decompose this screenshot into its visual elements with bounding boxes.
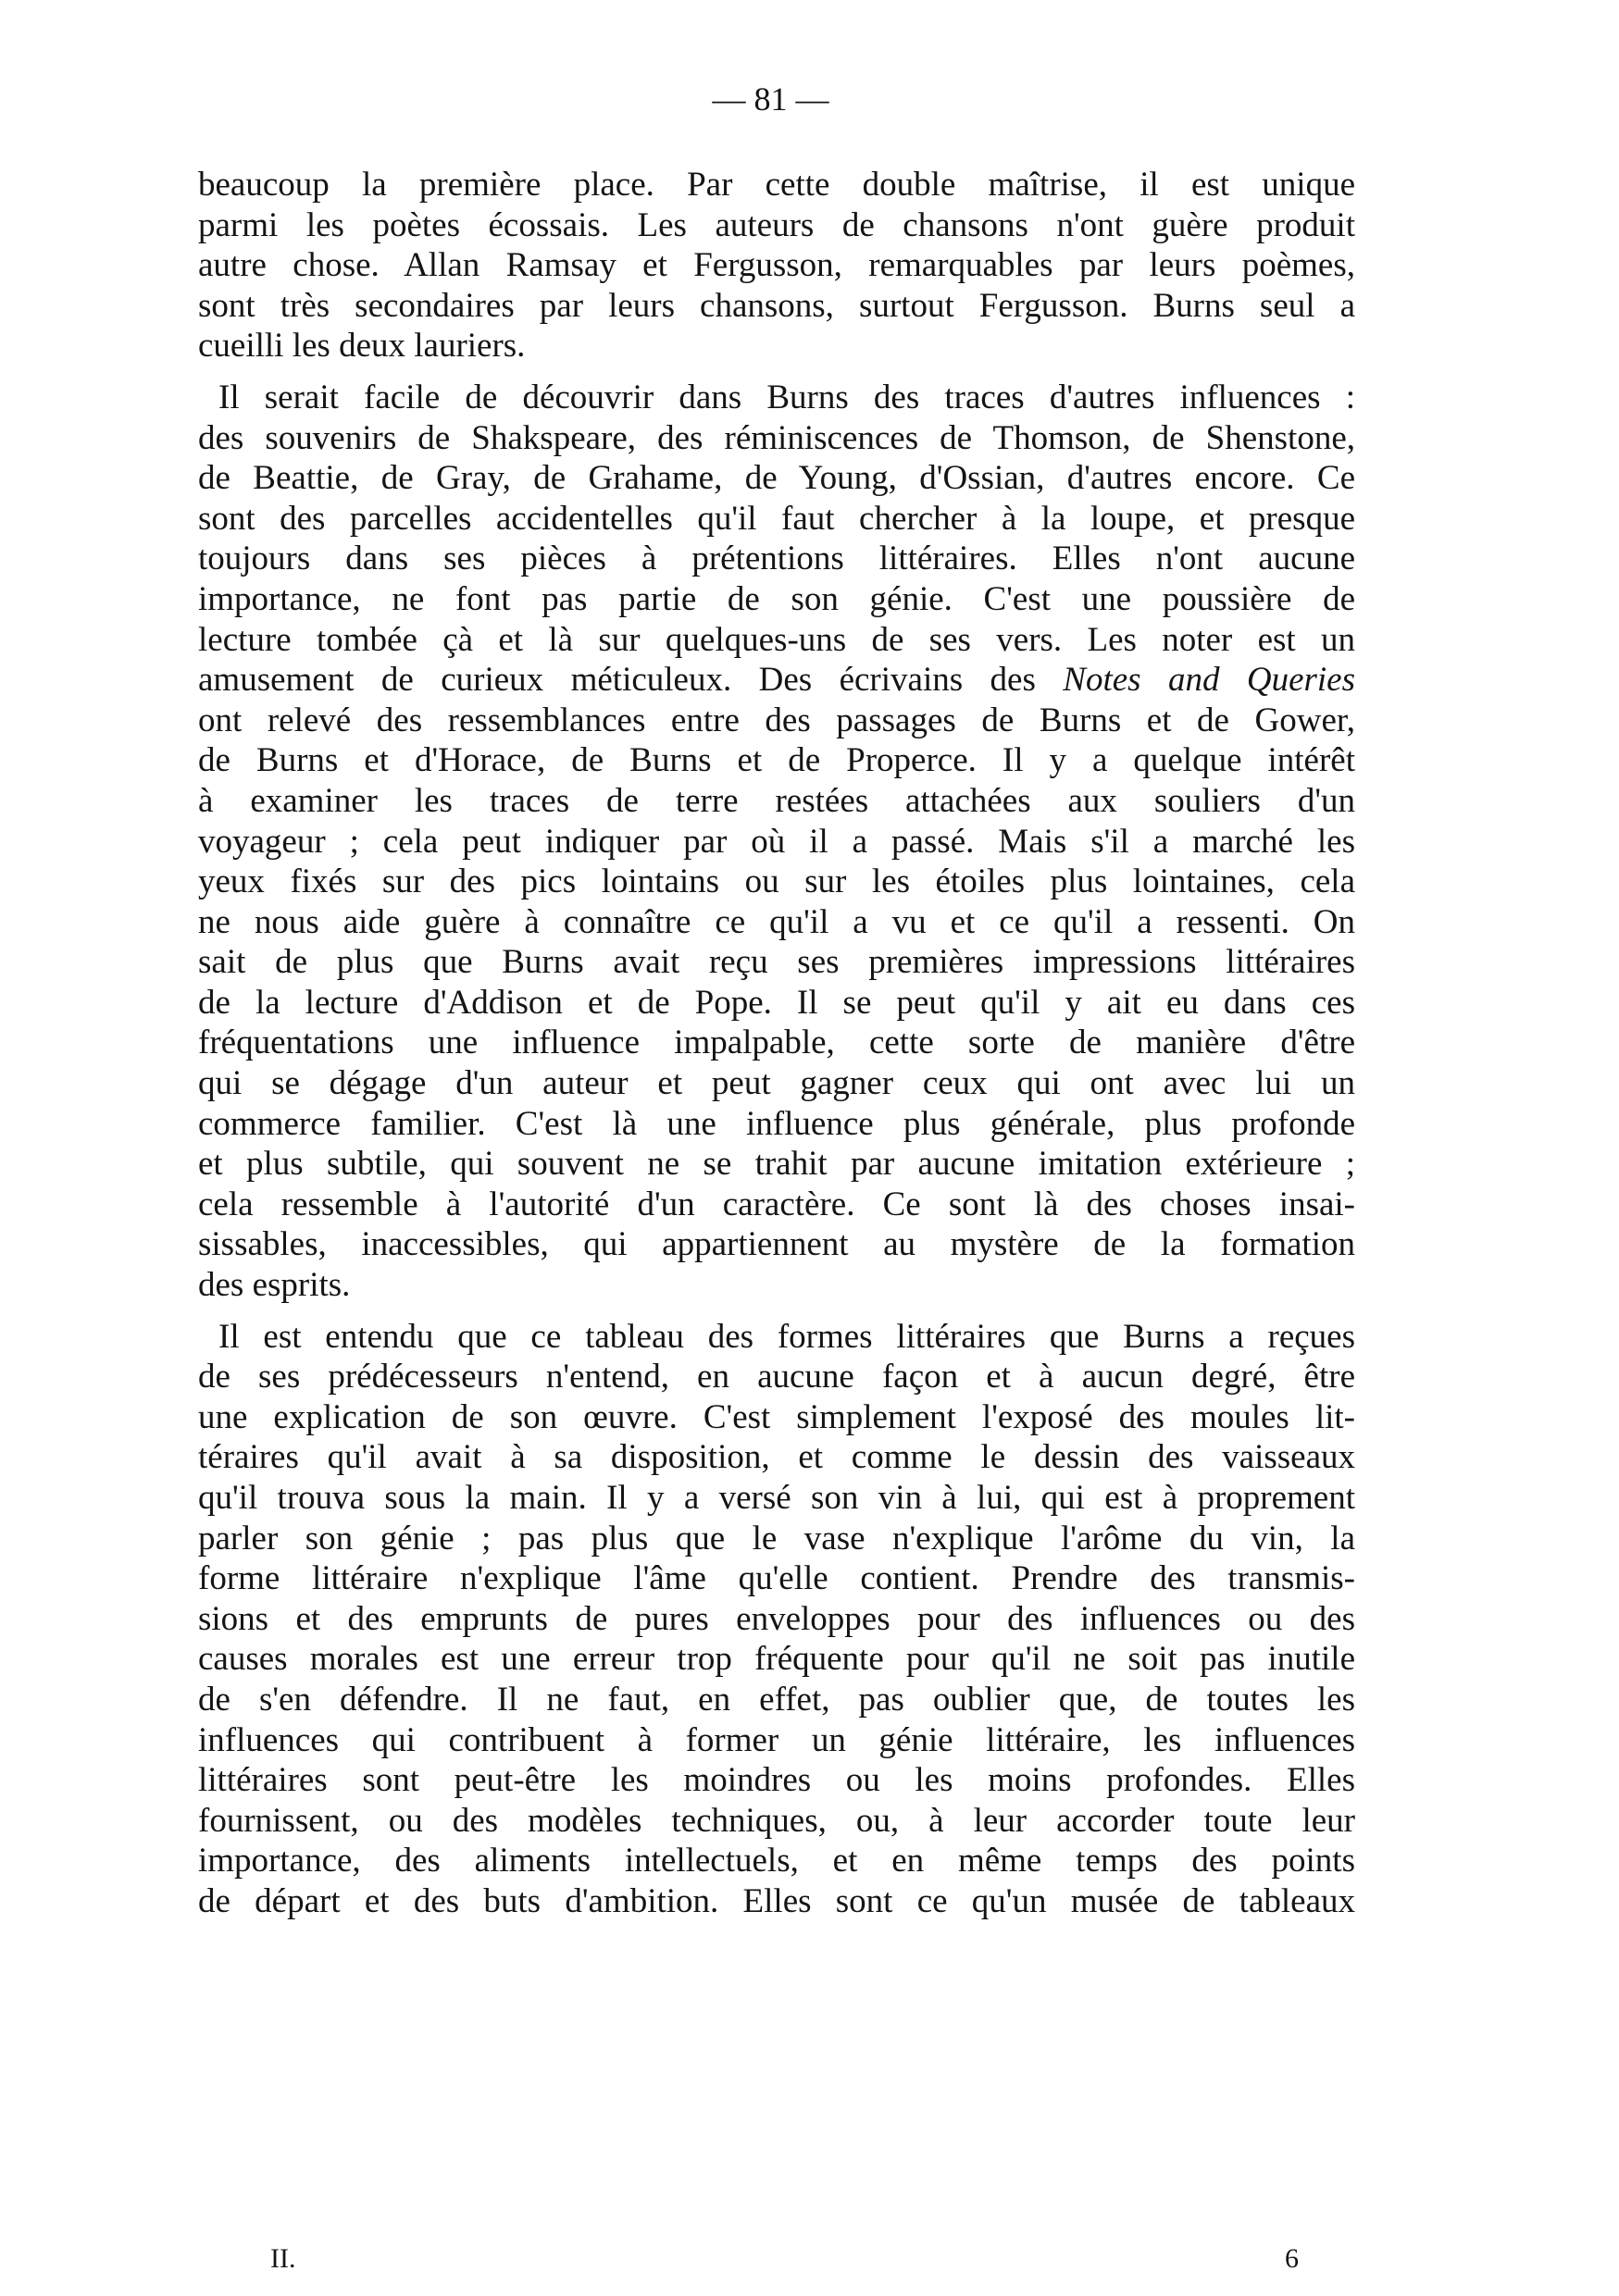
text-line: cela ressemble à l'autorité d'un caractère. Ce sont là des choses insai- xyxy=(198,1185,1355,1223)
text-line: qui se dégage d'un auteur et peut gagner ceux qui ont avec lui un xyxy=(198,1064,1355,1103)
text-line: de la lecture d'Addison et de Pope. Il se peut qu'il y ait eu dans ces xyxy=(198,983,1355,1022)
text-line: ont relevé des ressemblances entre des passages de Burns et de Gower, xyxy=(198,701,1355,739)
text-line: causes morales est une erreur trop fréquente pour qu'il ne soit pas inutile xyxy=(198,1640,1355,1679)
text-line: sions et des emprunts de pures enveloppes pour des influences ou des xyxy=(198,1599,1355,1638)
text-line: qu'il trouva sous la main. Il y a versé son vin à lui, qui est à proprement xyxy=(198,1479,1355,1517)
text-line: sont des parcelles accidentelles qu'il faut chercher à la loupe, et presque xyxy=(198,499,1355,538)
text-line: importance, des aliments intellectuels, et en même temps des points xyxy=(198,1842,1355,1880)
signature-mark: 6 xyxy=(1285,2243,1299,2274)
text-line: de Burns et d'Horace, de Burns et de Properce. Il y a quelque intérêt xyxy=(198,741,1355,780)
text-line: fournissent, ou des modèles techniques, ou, à leur accorder toute leur xyxy=(198,1801,1355,1840)
body-text xyxy=(198,165,1355,1933)
paragraph xyxy=(198,378,1355,1306)
paragraph xyxy=(198,165,1355,366)
text-line: des souvenirs de Shakspeare, des réminiscences de Thomson, de Shenstone, xyxy=(198,418,1355,457)
text-line: commerce familier. C'est là une influence plus générale, plus profonde xyxy=(198,1104,1355,1143)
italic-title: Notes and Queries xyxy=(1063,661,1355,700)
page-number: — 81 — xyxy=(712,81,829,118)
text-line: forme littéraire n'explique l'âme qu'elle contient. Prendre des transmis- xyxy=(198,1559,1355,1598)
text-line: voyageur ; cela peut indiquer par où il a passé. Mais s'il a marché les xyxy=(198,822,1355,861)
text-line: Il serait facile de découvrir dans Burns des traces d'autres influences : xyxy=(218,378,1355,416)
text-line: littéraires sont peut-être les moindres ou les moins profondes. Elles xyxy=(198,1761,1355,1800)
volume-marker: II. xyxy=(270,2243,296,2274)
text-line: sont très secondaires par leurs chansons, surtout Fergusson. Burns seul a xyxy=(198,286,1355,325)
text-line: Il est entendu que ce tableau des formes littéraires que Burns a reçues xyxy=(218,1317,1355,1356)
text-line: toujours dans ses pièces à prétentions littéraires. Elles n'ont aucune xyxy=(198,540,1355,578)
text-line: téraires qu'il avait à sa disposition, et comme le dessin des vaisseaux xyxy=(198,1438,1355,1477)
text-line: de s'en défendre. Il ne faut, en effet, pas oublier que, de toutes les xyxy=(198,1680,1355,1719)
text-line: importance, ne font pas partie de son génie. C'est une poussière de xyxy=(198,579,1355,618)
text-line: parler son génie ; pas plus que le vase n'explique l'arôme du vin, la xyxy=(198,1519,1355,1558)
text-line: lecture tombée çà et là sur quelques-uns de ses vers. Les noter est un xyxy=(198,620,1355,659)
text-line: de Beattie, de Gray, de Grahame, de Young, d'Ossian, d'autres encore. Ce xyxy=(198,459,1355,498)
text-line: de départ et des buts d'ambition. Elles sont ce qu'un musée de tableaux xyxy=(198,1881,1355,1920)
text-line: des esprits. xyxy=(198,1266,351,1305)
text-line: influences qui contribuent à former un génie littéraire, les influences xyxy=(198,1720,1355,1759)
text-line: une explication de son œuvre. C'est simplement l'exposé des moules lit- xyxy=(198,1397,1355,1436)
line-text: amusement de curieux méticuleux. Des écrivains des xyxy=(198,661,1064,700)
text-line: ne nous aide guère à connaître ce qu'il a vu et ce qu'il a ressenti. On xyxy=(198,902,1355,941)
text-line: parmi les poètes écossais. Les auteurs de chansons n'ont guère produit xyxy=(198,205,1355,244)
paragraph xyxy=(198,1317,1355,1922)
text-line: à examiner les traces de terre restées attachées aux souliers d'un xyxy=(198,781,1355,820)
text-line: sait de plus que Burns avait reçu ses premières impressions littéraires xyxy=(198,943,1355,982)
text-line: fréquentations une influence impalpable, cette sorte de manière d'être xyxy=(198,1024,1355,1062)
text-line: yeux fixés sur des pics lointains ou sur les étoiles plus lointaines, cela xyxy=(198,863,1355,901)
text-line: autre chose. Allan Ramsay et Fergusson, remarquables par leurs poèmes, xyxy=(198,246,1355,285)
text-line: cueilli les deux lauriers. xyxy=(198,327,526,366)
text-line: sissables, inaccessibles, qui appartiennent au mystère de la formation xyxy=(198,1225,1355,1264)
text-line: beaucoup la première place. Par cette double maîtrise, il est unique xyxy=(198,166,1355,204)
text-line: et plus subtile, qui souvent ne se trahit par aucune imitation extérieure ; xyxy=(198,1145,1355,1184)
text-line xyxy=(198,660,1355,701)
text-line: de ses prédécesseurs n'entend, en aucune façon et à aucun degré, être xyxy=(198,1358,1355,1396)
